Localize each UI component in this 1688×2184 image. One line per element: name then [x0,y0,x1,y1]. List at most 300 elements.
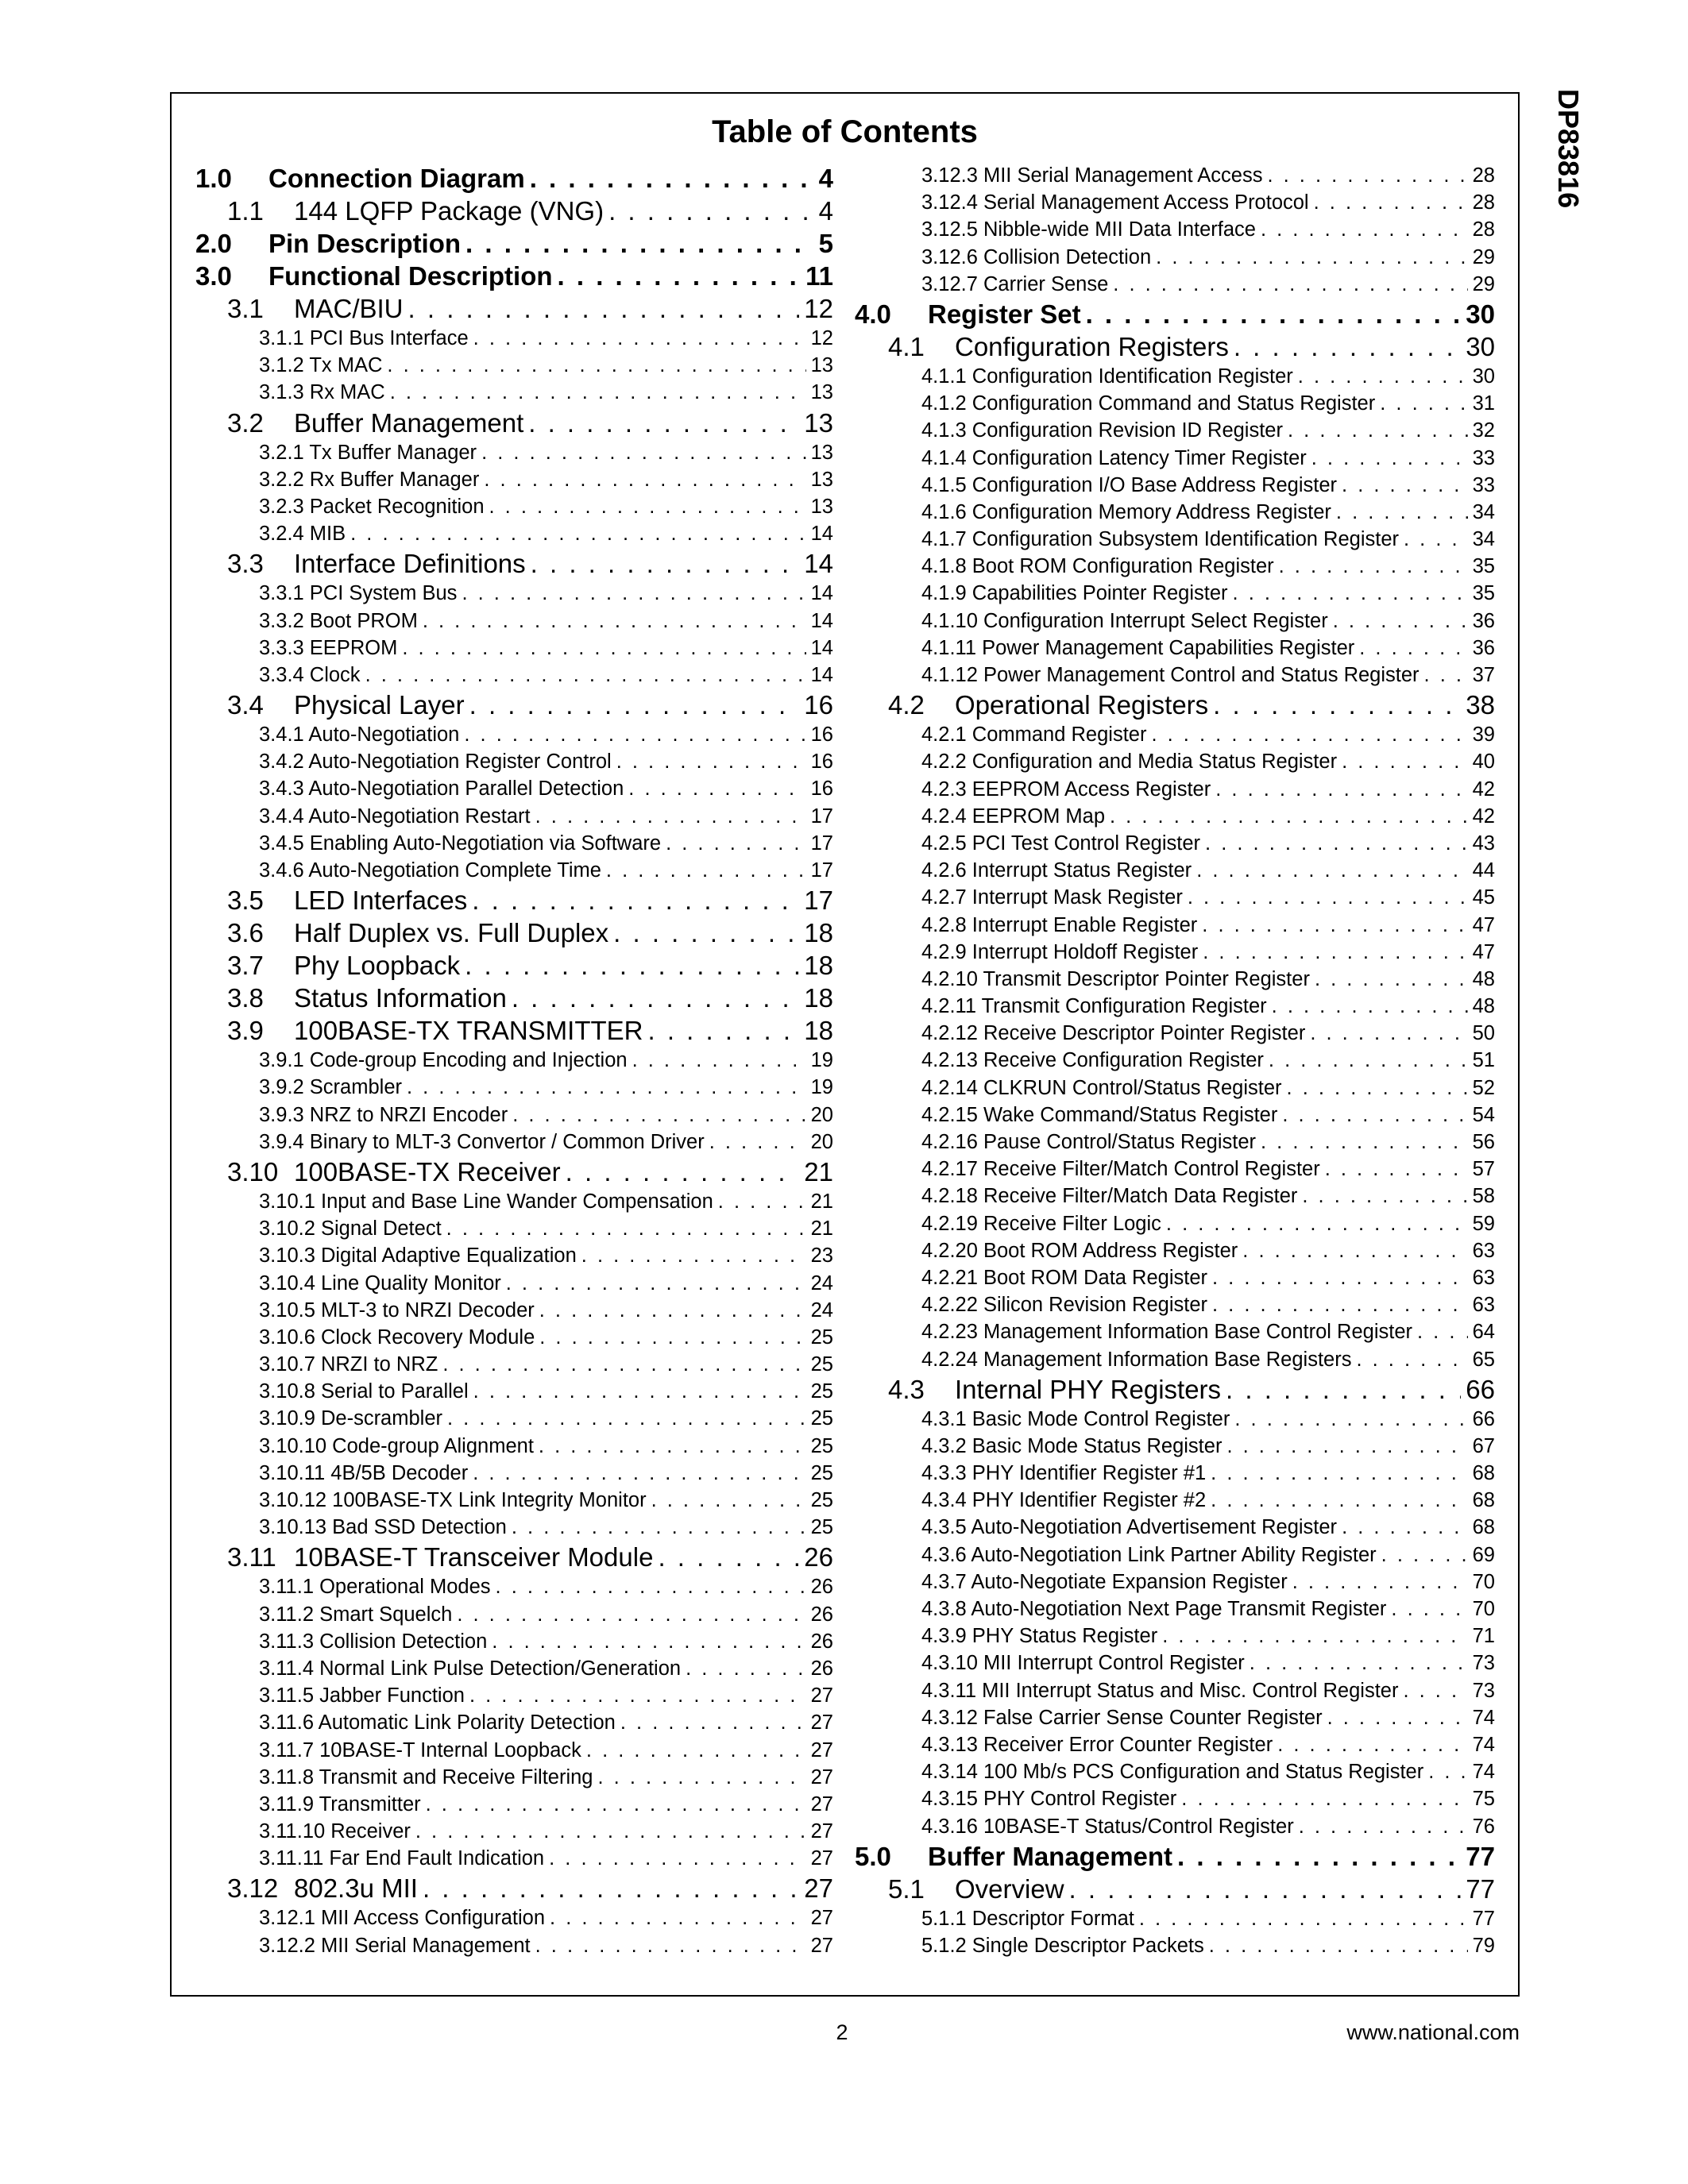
toc-page-number: 59 [1472,1212,1495,1235]
toc-page-number: 77 [1466,1841,1495,1871]
toc-entry-label [921,1704,1323,1731]
toc-entry[interactable] [195,1791,833,1818]
toc-entry[interactable] [195,1074,833,1101]
toc-entry-label [921,662,1420,689]
toc-page-number: 27 [810,1711,833,1734]
toc-entry[interactable] [855,1318,1495,1345]
toc-entry[interactable] [855,390,1495,417]
toc-section-title: 3.9.2 Scrambler [259,1076,402,1099]
toc-section-number: 3.2 [227,407,264,438]
toc-page-number: 48 [1472,967,1495,990]
toc-entry[interactable] [195,1242,833,1269]
toc-entry-label [259,775,624,802]
dot-leader [1212,1264,1468,1291]
toc-entry[interactable] [855,445,1495,472]
toc-entry[interactable] [195,1872,833,1904]
toc-entry-label [259,1074,402,1101]
dot-leader [1151,721,1467,748]
toc-entry[interactable] [855,1514,1495,1541]
toc-section-title: 3.11.2 Smart Squelch [259,1603,453,1626]
toc-page-number: 26 [810,1576,833,1599]
toc-page-number: 24 [810,1298,833,1322]
toc-entry-label [921,884,1183,911]
toc-entry[interactable] [195,857,833,884]
toc-section-title: 3.11.11 Far End Fault Indication [259,1847,545,1870]
toc-entry[interactable] [855,417,1495,444]
toc-page-number: 29 [1472,272,1495,295]
toc-entry[interactable] [855,1264,1495,1291]
toc-page-number: 48 [1472,995,1495,1018]
dot-leader [365,662,806,689]
toc-entry[interactable] [855,1291,1495,1318]
toc-entry[interactable] [195,1405,833,1432]
toc-entry-label [195,162,525,195]
toc-entry[interactable] [195,662,833,689]
toc-entry-label [921,1650,1245,1677]
toc-entry-label [921,1460,1206,1487]
toc-section-title: 4.1.3 Configuration Revision ID Register [921,419,1283,442]
toc-entry[interactable] [195,1188,833,1215]
toc-entry[interactable] [855,1932,1495,1959]
toc-entry[interactable] [195,1818,833,1845]
dot-leader [469,1682,806,1709]
toc-section-title: 3.10.6 Clock Recovery Module [259,1325,535,1349]
dot-leader [539,1297,806,1324]
toc-entry-label [921,1758,1423,1785]
toc-entry[interactable] [855,912,1495,939]
toc-page-number: 68 [1472,1516,1495,1539]
toc-entry[interactable] [195,1541,833,1573]
dot-leader [423,608,806,635]
toc-page-number: 25 [810,1489,833,1511]
toc-entry[interactable] [195,407,833,439]
dot-leader [535,1932,806,1959]
toc-section-title: 3.2.4 MIB [259,523,346,546]
toc-section-title: Operational Registers [955,690,1209,720]
toc-section-number: 5.1 [888,1873,925,1904]
toc-page-number: 47 [1472,913,1495,936]
toc-section-title: 3.10.11 4B/5B Decoder [259,1461,469,1484]
dot-leader [651,1487,806,1514]
dot-leader [489,493,806,520]
toc-section-title: 3.10.7 NRZI to NRZ [259,1353,438,1376]
toc-entry[interactable] [855,884,1495,911]
toc-page-number: 12 [810,327,833,349]
toc-entry[interactable] [195,1932,833,1959]
toc-page-number: 42 [1472,778,1495,801]
toc-entry-label [259,325,469,352]
toc-page-number: 5 [818,229,833,258]
toc-section-number: 3.5 [227,886,264,916]
toc-entry[interactable] [855,298,1495,330]
toc-entry[interactable] [855,1433,1495,1460]
toc-entry[interactable] [855,1813,1495,1840]
toc-section-title: 3.11.10 Receiver [259,1820,411,1843]
toc-section-title: 3.12.5 Nibble-wide MII Data Interface [921,218,1256,241]
toc-entry[interactable] [195,325,833,352]
dot-leader [648,1014,800,1047]
toc-entry-label [259,580,457,607]
toc-entry[interactable] [855,721,1495,748]
dot-leader [1212,1291,1468,1318]
toc-entry[interactable] [195,1845,833,1872]
toc-entry-label [888,1873,1064,1905]
toc-entry[interactable] [855,1156,1495,1183]
toc-entry[interactable] [855,1840,1495,1873]
toc-entry[interactable] [855,1785,1495,1812]
toc-entry-label [921,1487,1206,1514]
toc-entry[interactable] [855,1487,1495,1514]
toc-entry[interactable] [195,1601,833,1628]
toc-section-title: 4.3.13 Receiver Error Counter Register [921,1733,1273,1756]
toc-entry[interactable] [195,1655,833,1682]
toc-entry[interactable] [855,244,1495,271]
toc-section-title: 4.1.12 Power Management Control and Status Register [921,664,1420,686]
dot-leader [442,1351,805,1378]
toc-entry-label [921,1020,1305,1047]
toc-entry-label [921,1731,1273,1758]
toc-section-title: 4.2.12 Receive Descriptor Pointer Register [921,1022,1306,1045]
toc-page-number: 17 [810,859,833,882]
toc-page-number: 27 [810,1847,833,1870]
dot-leader [1196,857,1467,884]
toc-entry[interactable] [855,553,1495,580]
toc-page-number: 26 [810,1603,833,1626]
toc-entry[interactable] [195,1102,833,1129]
toc-page-number: 14 [810,523,833,546]
toc-entry[interactable] [195,689,833,721]
toc-section-title: 3.10.2 Signal Detect [259,1217,442,1241]
dot-leader [616,748,806,775]
dot-leader [462,580,805,607]
toc-section-title: 3.1.3 Rx MAC [259,381,385,404]
toc-entry[interactable] [855,939,1495,966]
toc-entry[interactable] [855,1102,1495,1129]
toc-section-title: 3.10.3 Digital Adaptive Equalization [259,1244,577,1268]
toc-entry[interactable] [195,748,833,775]
dot-leader [1359,635,1467,662]
toc-entry[interactable] [855,1183,1495,1210]
toc-page-number: 4 [818,164,833,193]
toc-section-title: 3.12.4 Serial Management Access Protocol [921,191,1309,214]
toc-entry[interactable] [195,1297,833,1324]
toc-page-number: 51 [1472,1049,1495,1072]
toc-entry[interactable] [195,227,833,260]
toc-entry[interactable] [855,830,1495,857]
toc-section-number: 3.4 [227,690,264,720]
toc-entry[interactable] [855,1704,1495,1731]
toc-page-number: 17 [810,805,833,828]
toc-entry[interactable] [195,635,833,662]
toc-entry[interactable] [855,1596,1495,1623]
toc-entry[interactable] [855,1758,1495,1785]
toc-entry-label [259,1514,507,1541]
toc-section-title: 4.2.10 Transmit Descriptor Pointer Register [921,967,1310,990]
toc-entry[interactable] [195,1378,833,1405]
toc-entry[interactable] [855,472,1495,499]
toc-entry-label [921,1813,1294,1840]
toc-section-title: 4.1.4 Configuration Latency Timer Register [921,446,1307,469]
toc-page-number: 69 [1472,1543,1495,1566]
toc-entry[interactable] [855,993,1495,1020]
toc-page-number: 39 [1472,723,1495,747]
dot-leader [1381,1542,1468,1569]
toc-entry-label [921,1183,1297,1210]
toc-entry-label [921,721,1146,748]
toc-entry[interactable] [855,1460,1495,1487]
toc-entry[interactable] [855,1020,1495,1047]
toc-entry[interactable] [195,1014,833,1047]
toc-entry[interactable] [195,1628,833,1655]
toc-entry[interactable] [855,1346,1495,1373]
toc-section-title: 4.2.21 Boot ROM Data Register [921,1266,1208,1289]
toc-entry-label [921,1623,1157,1650]
toc-entry-label [921,417,1283,444]
toc-section-title: 4.2.2 Configuration and Media Status Register [921,751,1338,774]
toc-entry-label [921,1318,1412,1345]
toc-section-title: 4.1.8 Boot ROM Configuration Register [921,555,1274,578]
toc-entry[interactable] [855,748,1495,775]
toc-entry-label [259,1378,469,1405]
dot-leader [1205,830,1468,857]
toc-section-title: 3.11.3 Collision Detection [259,1630,488,1653]
toc-entry[interactable] [195,775,833,802]
toc-section-title: 4.3.16 10BASE-T Status/Control Register [921,1815,1294,1838]
toc-entry[interactable] [195,195,833,227]
toc-entry[interactable] [855,776,1495,803]
toc-entry[interactable] [195,916,833,949]
footer-url-link[interactable]: www.national.com [1346,2020,1520,2044]
toc-entry-label [259,439,477,466]
toc-entry[interactable] [855,1677,1495,1704]
toc-entry[interactable] [195,292,833,325]
toc-entry[interactable] [195,1270,833,1297]
toc-entry[interactable] [855,189,1495,216]
toc-page-number: 27 [810,1684,833,1707]
toc-entry-label [227,407,523,439]
toc-entry[interactable] [195,1129,833,1156]
toc-section-title: Functional Description [268,261,553,291]
toc-entry-label [259,1047,628,1074]
dot-leader [484,466,805,493]
toc-section-title: Phy Loopback [294,951,461,981]
toc-entry[interactable] [195,1487,833,1514]
toc-entry[interactable] [855,1047,1495,1074]
toc-page-number: 68 [1472,1489,1495,1512]
footer-page-number: 2 [836,2020,848,2044]
toc-entry[interactable] [195,547,833,580]
toc-entry[interactable] [195,1514,833,1541]
toc-section-title: 3.10.13 Bad SSD Detection [259,1516,507,1539]
dot-leader [1302,1183,1467,1210]
toc-section-number: 4.0 [855,299,891,329]
toc-entry[interactable] [195,580,833,607]
toc-page-number: 74 [1472,1761,1495,1784]
toc-entry[interactable] [195,982,833,1014]
toc-entry[interactable] [195,1047,833,1074]
toc-entry[interactable] [855,1237,1495,1264]
toc-page-number: 45 [1472,886,1495,909]
toc-entry[interactable] [195,830,833,857]
toc-entry[interactable] [855,635,1495,662]
toc-entry[interactable] [855,1075,1495,1102]
toc-entry[interactable] [855,1905,1495,1932]
dot-leader [464,721,805,748]
toc-entry[interactable] [195,803,833,830]
toc-section-title: 3.10.4 Line Quality Monitor [259,1271,501,1295]
toc-entry[interactable] [195,1215,833,1242]
toc-entry[interactable] [195,352,833,379]
toc-section-title: Connection Diagram [268,164,525,193]
toc-entry[interactable] [195,949,833,982]
dot-leader [415,1818,806,1845]
toc-entry[interactable] [195,1573,833,1600]
toc-entry-label [921,363,1293,390]
dot-leader [1250,1650,1468,1677]
toc-section-number: 3.11 [227,1542,276,1572]
toc-entry-label [921,1237,1238,1264]
dot-leader [608,195,814,227]
toc-page-number: 58 [1472,1185,1495,1208]
toc-entry[interactable] [855,1129,1495,1156]
dot-leader [1279,553,1468,580]
toc-entry[interactable] [855,803,1495,830]
dot-leader [492,1628,805,1655]
toc-entry[interactable] [855,608,1495,635]
toc-page-number: 11 [805,261,833,291]
toc-entry[interactable] [195,1764,833,1791]
toc-entry-label [921,499,1331,526]
toc-entry[interactable] [195,379,833,406]
toc-entry-label [921,271,1108,298]
toc-section-title: 3.10.12 100BASE-TX Link Integrity Monitor [259,1489,647,1511]
toc-entry[interactable] [195,1709,833,1736]
toc-entry[interactable] [195,1737,833,1764]
toc-entry-label [921,1569,1288,1596]
toc-section-title: Configuration Registers [955,331,1229,361]
toc-page-number: 17 [804,886,833,916]
toc-entry[interactable] [855,271,1495,298]
dot-leader [512,982,799,1014]
toc-entry[interactable] [855,689,1495,721]
toc-entry[interactable] [855,162,1495,189]
toc-entry[interactable] [195,260,833,292]
toc-page-number: 54 [1472,1103,1495,1126]
toc-page-number: 20 [810,1103,833,1126]
toc-entry[interactable] [195,721,833,748]
toc-entry[interactable] [855,216,1495,243]
toc-page-number: 77 [1466,1873,1495,1904]
toc-entry[interactable] [855,330,1495,363]
toc-page-number: 26 [804,1542,833,1572]
dot-leader [1315,966,1468,993]
dot-leader [1234,1406,1467,1433]
toc-page-number: 30 [1466,299,1495,329]
toc-entry[interactable] [195,1460,833,1487]
toc-entry[interactable] [195,1904,833,1931]
toc-section-title: 4.1.7 Configuration Subsystem Identification Register [921,528,1399,551]
toc-entry[interactable] [195,439,833,466]
dot-leader [1211,1460,1467,1487]
toc-entry[interactable] [855,363,1495,390]
dot-leader [1342,1514,1468,1541]
toc-entry[interactable] [855,857,1495,884]
dot-leader [1287,1075,1468,1102]
toc-section-title: 3.4.5 Enabling Auto-Negotiation via Software [259,832,662,855]
toc-entry[interactable] [195,493,833,520]
toc-page-number: 14 [804,549,833,579]
toc-entry-label [259,1573,491,1600]
toc-entry[interactable] [855,1623,1495,1650]
toc-section-title: 4.1.5 Configuration I/O Base Address Register [921,473,1338,496]
toc-section-title: 4.3.10 MII Interrupt Control Register [921,1652,1245,1675]
dot-leader [1069,1873,1462,1905]
toc-entry[interactable] [855,1873,1495,1905]
toc-entry[interactable] [855,1373,1495,1406]
toc-page-number: 47 [1472,940,1495,963]
toc-entry[interactable] [855,662,1495,689]
toc-entry-label [921,1075,1282,1102]
toc-page-number: 25 [810,1407,833,1430]
toc-page-number: 25 [810,1380,833,1403]
toc-page-number: 68 [1472,1462,1495,1485]
toc-entry[interactable] [195,884,833,916]
toc-entry[interactable] [195,608,833,635]
toc-entry-label [259,1129,705,1156]
toc-section-title: 4.3.1 Basic Mode Control Register [921,1407,1230,1430]
toc-entry-label [259,1433,534,1460]
dot-leader [1233,580,1468,607]
toc-entry[interactable] [855,580,1495,607]
toc-entry-label [921,526,1399,553]
toc-entry[interactable] [195,1682,833,1709]
toc-entry[interactable] [855,1569,1495,1596]
toc-entry[interactable] [855,966,1495,993]
toc-page-number: 21 [810,1217,833,1241]
toc-entry-label [259,1628,487,1655]
toc-entry[interactable] [195,1156,833,1188]
toc-entry[interactable] [195,162,833,195]
toc-section-title: 4.2.17 Receive Filter/Match Control Register [921,1158,1320,1181]
toc-page-number: 74 [1472,1706,1495,1729]
toc-entry[interactable] [855,1731,1495,1758]
toc-entry[interactable] [195,466,833,493]
toc-entry-label [259,1904,545,1931]
toc-entry[interactable] [855,526,1495,553]
toc-section-title: Interface Definitions [294,549,526,579]
toc-page-number: 38 [1466,690,1495,720]
toc-page-number: 13 [810,495,833,518]
toc-entry[interactable] [855,499,1495,526]
toc-entry[interactable] [855,1406,1495,1433]
toc-entry[interactable] [195,1351,833,1378]
toc-page-number: 25 [810,1461,833,1484]
toc-entry[interactable] [855,1650,1495,1677]
toc-page-number: 14 [810,582,833,605]
toc-entry[interactable] [855,1542,1495,1569]
toc-entry[interactable] [195,1433,833,1460]
toc-entry-label [921,216,1256,243]
toc-section-title: 4.3.4 PHY Identifier Register #2 [921,1489,1207,1512]
toc-page-number: 35 [1472,555,1495,578]
toc-page-number: 16 [804,690,833,720]
toc-entry-label [921,993,1267,1020]
toc-entry[interactable] [195,520,833,547]
toc-page-number: 36 [1472,609,1495,632]
toc-entry[interactable] [855,1210,1495,1237]
dot-leader [613,916,799,949]
toc-entry[interactable] [195,1324,833,1351]
